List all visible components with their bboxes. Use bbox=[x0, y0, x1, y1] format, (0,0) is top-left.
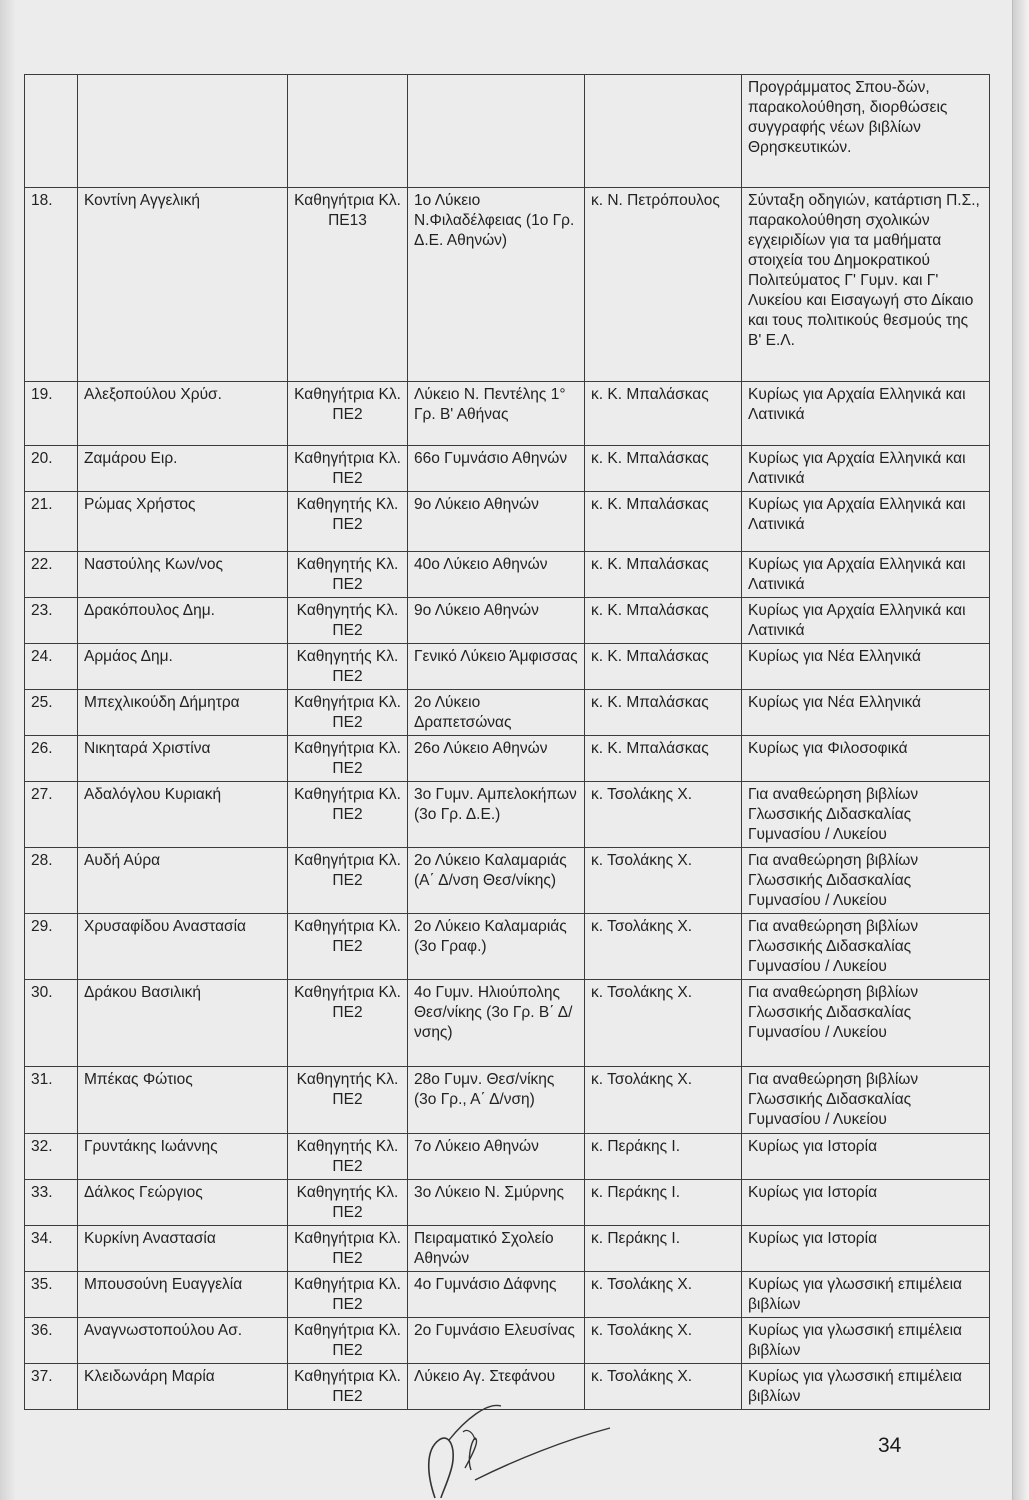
cell-rank: Καθηγήτρια Κλ. ΠΕ2 bbox=[288, 690, 408, 736]
cell-name: Ζαμάρου Ειρ. bbox=[78, 446, 288, 492]
cell-name: Ναστούλης Κων/νος bbox=[78, 552, 288, 598]
cell-notes: Για αναθεώρηση βιβλίων Γλωσσικής Διδασκαλίας Γυμνασίου / Λυκείου bbox=[742, 914, 990, 980]
cell-rank: Καθηγήτρια Κλ. ΠΕ2 bbox=[288, 1272, 408, 1318]
cell-school bbox=[408, 75, 585, 188]
cell-rank: Καθηγήτρια Κλ. ΠΕ2 bbox=[288, 782, 408, 848]
cell-name: Αδαλόγλου Κυριακή bbox=[78, 782, 288, 848]
cell-number: 34. bbox=[25, 1226, 78, 1272]
table-row bbox=[25, 492, 990, 552]
cell-school: 9ο Λύκειο Αθηνών bbox=[408, 598, 585, 644]
cell-notes: Κυρίως για γλωσσική επιμέλεια βιβλίων bbox=[742, 1318, 990, 1364]
cell-school: 2ο Λύκειο Δραπετσώνας bbox=[408, 690, 585, 736]
cell-rank: Καθηγήτρια Κλ. ΠΕ2 bbox=[288, 1364, 408, 1410]
cell-notes: Για αναθεώρηση βιβλίων Γλωσσικής Διδασκαλίας Γυμνασίου / Λυκείου bbox=[742, 1067, 990, 1134]
cell-rank: Καθηγητής Κλ. ΠΕ2 bbox=[288, 1067, 408, 1134]
cell-school: 3ο Γυμν. Αμπελοκήπων (3ο Γρ. Δ.Ε.) bbox=[408, 782, 585, 848]
cell-school: 3ο Λύκειο Ν. Σμύρνης bbox=[408, 1180, 585, 1226]
cell-school: Λύκειο Αγ. Στεφάνου bbox=[408, 1364, 585, 1410]
cell-school: 4ο Γυμνάσιο Δάφνης bbox=[408, 1272, 585, 1318]
cell-supervisor: κ. Περάκης Ι. bbox=[585, 1134, 742, 1180]
cell-number: 26. bbox=[25, 736, 78, 782]
cell-number: 23. bbox=[25, 598, 78, 644]
cell-notes: Κυρίως για Αρχαία Ελληνικά και Λατινικά bbox=[742, 552, 990, 598]
cell-rank: Καθηγητής Κλ. ΠΕ2 bbox=[288, 552, 408, 598]
cell-name: Κοντίνη Αγγελική bbox=[78, 188, 288, 382]
cell-number: 33. bbox=[25, 1180, 78, 1226]
cell-name: Δρακόπουλος Δημ. bbox=[78, 598, 288, 644]
table-row bbox=[25, 188, 990, 382]
table-row bbox=[25, 980, 990, 1067]
cell-name: Μπουσούνη Ευαγγελία bbox=[78, 1272, 288, 1318]
cell-school: 66ο Γυμνάσιο Αθηνών bbox=[408, 446, 585, 492]
cell-notes: Κυρίως για Φιλοσοφικά bbox=[742, 736, 990, 782]
page-number: 34 bbox=[878, 1434, 902, 1457]
cell-notes: Κυρίως για Αρχαία Ελληνικά και Λατινικά bbox=[742, 446, 990, 492]
cell-rank: Καθηγητής Κλ. ΠΕ2 bbox=[288, 1180, 408, 1226]
cell-rank: Καθηγητής Κλ. ΠΕ2 bbox=[288, 598, 408, 644]
table-row bbox=[25, 1318, 990, 1364]
cell-number: 31. bbox=[25, 1067, 78, 1134]
cell-name bbox=[78, 75, 288, 188]
cell-name: Ρώμας Χρήστος bbox=[78, 492, 288, 552]
cell-number: 22. bbox=[25, 552, 78, 598]
cell-rank: Καθηγητής Κλ. ΠΕ2 bbox=[288, 1134, 408, 1180]
cell-rank: Καθηγήτρια Κλ. ΠΕ2 bbox=[288, 446, 408, 492]
cell-school: 26ο Λύκειο Αθηνών bbox=[408, 736, 585, 782]
cell-name: Γρυντάκης Ιωάννης bbox=[78, 1134, 288, 1180]
cell-notes: Κυρίως για γλωσσική επιμέλεια βιβλίων bbox=[742, 1272, 990, 1318]
cell-supervisor: κ. Κ. Μπαλάσκας bbox=[585, 492, 742, 552]
cell-notes: Κυρίως για Αρχαία Ελληνικά και Λατινικά bbox=[742, 598, 990, 644]
cell-school: Λύκειο Ν. Πεντέλης 1° Γρ. Β' Αθήνας bbox=[408, 382, 585, 446]
staff-assignment-table bbox=[24, 74, 990, 1410]
cell-school: 2ο Λύκειο Καλαμαριάς (Α΄ Δ/νση Θεσ/νίκης) bbox=[408, 848, 585, 914]
cell-number: 29. bbox=[25, 914, 78, 980]
cell-notes: Για αναθεώρηση βιβλίων Γλωσσικής Διδασκαλίας Γυμνασίου / Λυκείου bbox=[742, 980, 990, 1067]
cell-school: Πειραματικό Σχολείο Αθηνών bbox=[408, 1226, 585, 1272]
cell-number: 36. bbox=[25, 1318, 78, 1364]
cell-notes: Κυρίως για Νέα Ελληνικά bbox=[742, 690, 990, 736]
cell-number: 25. bbox=[25, 690, 78, 736]
cell-notes: Κυρίως για Ιστορία bbox=[742, 1134, 990, 1180]
cell-name: Δάλκος Γεώργιος bbox=[78, 1180, 288, 1226]
cell-supervisor: κ. Ν. Πετρόπουλος bbox=[585, 188, 742, 382]
cell-supervisor: κ. Τσολάκης Χ. bbox=[585, 1272, 742, 1318]
page-edge bbox=[1012, 0, 1029, 1500]
cell-notes: Κυρίως για Ιστορία bbox=[742, 1226, 990, 1272]
table-row bbox=[25, 1226, 990, 1272]
cell-notes: Κυρίως για Αρχαία Ελληνικά και Λατινικά bbox=[742, 492, 990, 552]
cell-school: 2ο Γυμνάσιο Ελευσίνας bbox=[408, 1318, 585, 1364]
cell-number: 32. bbox=[25, 1134, 78, 1180]
cell-supervisor: κ. Τσολάκης Χ. bbox=[585, 848, 742, 914]
cell-number: 21. bbox=[25, 492, 78, 552]
cell-name: Κλειδωνάρη Μαρία bbox=[78, 1364, 288, 1410]
table-row bbox=[25, 1180, 990, 1226]
cell-school: 7ο Λύκειο Αθηνών bbox=[408, 1134, 585, 1180]
table-row bbox=[25, 644, 990, 690]
cell-supervisor: κ. Τσολάκης Χ. bbox=[585, 1318, 742, 1364]
cell-supervisor: κ. Τσολάκης Χ. bbox=[585, 980, 742, 1067]
table-row bbox=[25, 552, 990, 598]
cell-notes: Για αναθεώρηση βιβλίων Γλωσσικής Διδασκαλίας Γυμνασίου / Λυκείου bbox=[742, 848, 990, 914]
cell-number: 24. bbox=[25, 644, 78, 690]
cell-rank: Καθηγητής Κλ. ΠΕ2 bbox=[288, 644, 408, 690]
cell-name: Χρυσαφίδου Αναστασία bbox=[78, 914, 288, 980]
cell-notes: Κυρίως για Αρχαία Ελληνικά και Λατινικά bbox=[742, 382, 990, 446]
cell-name: Αρμάος Δημ. bbox=[78, 644, 288, 690]
cell-supervisor: κ. Τσολάκης Χ. bbox=[585, 914, 742, 980]
table-row bbox=[25, 1067, 990, 1134]
cell-supervisor: κ. Τσολάκης Χ. bbox=[585, 1364, 742, 1410]
cell-number: 35. bbox=[25, 1272, 78, 1318]
cell-supervisor: κ. Κ. Μπαλάσκας bbox=[585, 598, 742, 644]
cell-notes: Κυρίως για Νέα Ελληνικά bbox=[742, 644, 990, 690]
cell-supervisor: κ. Κ. Μπαλάσκας bbox=[585, 644, 742, 690]
table-row bbox=[25, 736, 990, 782]
table-row bbox=[25, 1134, 990, 1180]
table-row bbox=[25, 848, 990, 914]
cell-school: 9ο Λύκειο Αθηνών bbox=[408, 492, 585, 552]
cell-rank: Καθηγήτρια Κλ. ΠΕ2 bbox=[288, 382, 408, 446]
cell-number bbox=[25, 75, 78, 188]
cell-supervisor: κ. Κ. Μπαλάσκας bbox=[585, 736, 742, 782]
cell-number: 27. bbox=[25, 782, 78, 848]
cell-name: Νικηταρά Χριστίνα bbox=[78, 736, 288, 782]
cell-notes: Προγράμματος Σπου-δών, παρακολούθηση, διορθώσεις συγγραφής νέων βιβλίων Θρησκευτικών. bbox=[742, 75, 990, 188]
cell-rank: Καθηγήτρια Κλ. ΠΕ13 bbox=[288, 188, 408, 382]
table-row bbox=[25, 1272, 990, 1318]
cell-supervisor: κ. Κ. Μπαλάσκας bbox=[585, 446, 742, 492]
cell-supervisor: κ. Περάκης Ι. bbox=[585, 1180, 742, 1226]
cell-name: Μπέκας Φώτιος bbox=[78, 1067, 288, 1134]
table-row bbox=[25, 914, 990, 980]
cell-name: Κυρκίνη Αναστασία bbox=[78, 1226, 288, 1272]
cell-supervisor: κ. Περάκης Ι. bbox=[585, 1226, 742, 1272]
table-row bbox=[25, 782, 990, 848]
binding-shadow bbox=[0, 0, 16, 1500]
cell-name: Μπεχλικούδη Δήμητρα bbox=[78, 690, 288, 736]
cell-rank: Καθηγήτρια Κλ. ΠΕ2 bbox=[288, 1226, 408, 1272]
cell-rank: Καθηγήτρια Κλ. ΠΕ2 bbox=[288, 848, 408, 914]
cell-notes: Κυρίως για γλωσσική επιμέλεια βιβλίων bbox=[742, 1364, 990, 1410]
table-row bbox=[25, 690, 990, 736]
table-row bbox=[25, 75, 990, 188]
cell-number: 30. bbox=[25, 980, 78, 1067]
cell-number: 37. bbox=[25, 1364, 78, 1410]
cell-rank bbox=[288, 75, 408, 188]
cell-name: Δράκου Βασιλική bbox=[78, 980, 288, 1067]
cell-number: 20. bbox=[25, 446, 78, 492]
cell-name: Αυδή Αύρα bbox=[78, 848, 288, 914]
cell-rank: Καθηγητής Κλ. ΠΕ2 bbox=[288, 492, 408, 552]
cell-name: Αναγνωστοπούλου Ασ. bbox=[78, 1318, 288, 1364]
cell-notes: Σύνταξη οδηγιών, κατάρτιση Π.Σ., παρακολούθηση σχολικών εγχειριδίων για τα μαθήματα στοιχεία του Δημοκρατικού Πολιτεύματος Γ' Γυμν. και Γ' Λυκείου και Εισαγωγή στο Δίκαιο και τους πολιτικούς θεσμούς της Β' Ε.Λ. bbox=[742, 188, 990, 382]
cell-school: 28ο Γυμν. Θεσ/νίκης (3ο Γρ., Α΄ Δ/νση) bbox=[408, 1067, 585, 1134]
cell-supervisor: κ. Κ. Μπαλάσκας bbox=[585, 382, 742, 446]
cell-number: 28. bbox=[25, 848, 78, 914]
cell-number: 19. bbox=[25, 382, 78, 446]
handwritten-signature bbox=[405, 1380, 615, 1500]
cell-supervisor: κ. Κ. Μπαλάσκας bbox=[585, 690, 742, 736]
cell-school: 40ο Λύκειο Αθηνών bbox=[408, 552, 585, 598]
table-row bbox=[25, 446, 990, 492]
cell-supervisor bbox=[585, 75, 742, 188]
cell-school: 1ο Λύκειο Ν.Φιλαδέλφειας (1ο Γρ. Δ.Ε. Αθηνών) bbox=[408, 188, 585, 382]
cell-rank: Καθηγήτρια Κλ. ΠΕ2 bbox=[288, 914, 408, 980]
cell-name: Αλεξοπούλου Χρύσ. bbox=[78, 382, 288, 446]
cell-school: Γενικό Λύκειο Άμφισσας bbox=[408, 644, 585, 690]
table-body bbox=[25, 75, 990, 1410]
cell-school: 2ο Λύκειο Καλαμαριάς (3ο Γραφ.) bbox=[408, 914, 585, 980]
table-row bbox=[25, 598, 990, 644]
cell-supervisor: κ. Κ. Μπαλάσκας bbox=[585, 552, 742, 598]
table-row bbox=[25, 382, 990, 446]
cell-rank: Καθηγήτρια Κλ. ΠΕ2 bbox=[288, 1318, 408, 1364]
cell-supervisor: κ. Τσολάκης Χ. bbox=[585, 782, 742, 848]
cell-school: 4ο Γυμν. Ηλιούπολης Θεσ/νίκης (3ο Γρ. Β΄ Δ/νσης) bbox=[408, 980, 585, 1067]
cell-number: 18. bbox=[25, 188, 78, 382]
cell-notes: Κυρίως για Ιστορία bbox=[742, 1180, 990, 1226]
cell-supervisor: κ. Τσολάκης Χ. bbox=[585, 1067, 742, 1134]
cell-rank: Καθηγήτρια Κλ. ΠΕ2 bbox=[288, 980, 408, 1067]
cell-notes: Για αναθεώρηση βιβλίων Γλωσσικής Διδασκαλίας Γυμνασίου / Λυκείου bbox=[742, 782, 990, 848]
cell-rank: Καθηγήτρια Κλ. ΠΕ2 bbox=[288, 736, 408, 782]
